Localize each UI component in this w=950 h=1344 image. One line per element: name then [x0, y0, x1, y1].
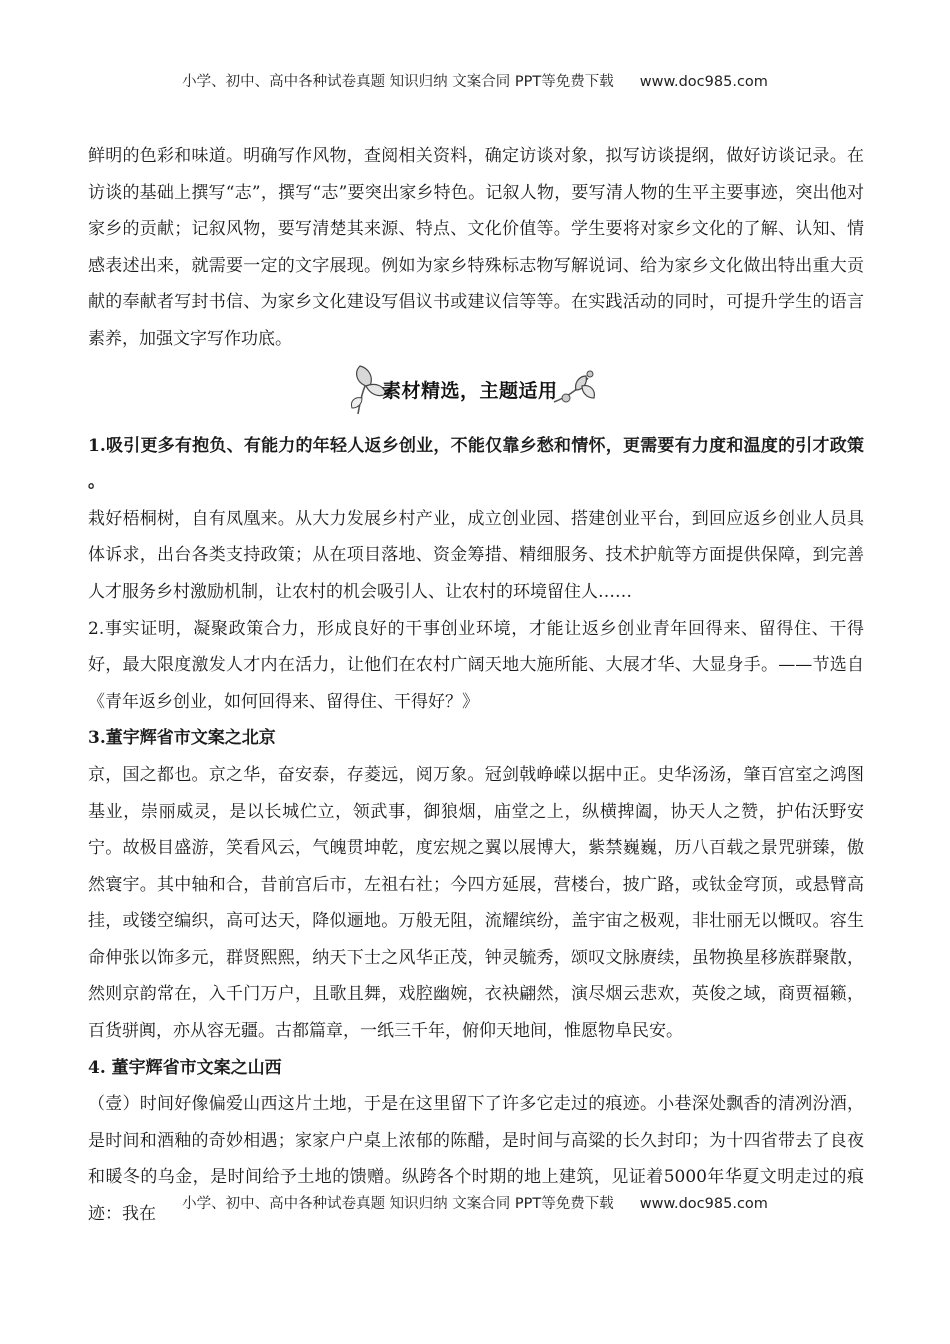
- page-header: [0, 70, 950, 91]
- item-3-body: 京，国之都也。京之华，奋安泰，存菱远，阅万象。冠剑戟峥嵘以据中正。史华汤汤，肇百宫室之鸿图基业，崇丽威灵，是以长城伫立，领武事，御狼烟，庙堂之上，纵横捭阖，协天人之赞，护佑沃野安宁。故极目盛游，笑看风云，气魄贯坤乾，度宏规之翼以展博大，紫禁巍巍，历八百载之景咒骈臻，傲然寰宇。其中轴和合，昔前宫后市，左祖右社；今四方延展，营楼台，披广路，或钛金穹顶，或悬臂高挂，或镂空编织，高可达天，降似逦地。万般无阻，流耀缤纷，盖宇宙之极观，非壮丽无以慨叹。容生命伸张以饰多元，群贤熙熙，纳天下士之风华正茂，钟灵毓秀，颂叹文脉赓续，虽物换星移族群聚散，然则京韵常在，入千门万户，且歌且舞，戏腔幽婉，衣袂翩然，演尽烟云悲欢，英俊之域，商贾福籁，百货骈阗，亦从容无疆。古都篇章，一纸三千年，俯仰天地间，惟愿物阜民安。: [88, 764, 864, 1042]
- section-banner: [88, 358, 864, 428]
- item-2-body: 2.事实证明，凝聚政策合力，形成良好的干事创业环境，才能让返乡创业青年回得来、留得住、干得好，最大限度激发人才内在活力，让他们在农村广阔天地大施所能、大展才华、大显身手。——节选自《青年返乡创业，如何回得来、留得住、干得好？》: [88, 618, 864, 712]
- item-3-title: 3.董宇辉省市文案之北京: [88, 728, 276, 749]
- footer-text: 小学、初中、高中各种试卷真题 知识归纳 文案合同 PPT等免费下载: [182, 1196, 614, 1212]
- intro-paragraph: 鲜明的色彩和味道。明确写作风物，查阅相关资料，确定访谈对象，拟写访谈提纲，做好访谈记录。在访谈的基础上撰写“志”，撰写“志”要突出家乡特色。记叙人物，要写清人物的生平主要事迹，突出他对家乡的贡献；记叙风物，要写清楚其来源、特点、文化价值等。学生要将对家乡文化的了解、认知、情感表述出来，就需要一定的文字展现。例如为家乡特殊标志物写解说词、给为家乡文化做出特出重大贡献的奉献者写封书信、为家乡文化建设写倡议书或建议信等等。在实践活动的同时，可提升学生的语言素养，加强文字写作功底。: [88, 146, 864, 349]
- item-1-body: 栽好梧桐树，自有凤凰来。从大力发展乡村产业，成立创业园、搭建创业平台，到回应返乡创业人员具体诉求，出台各类支持政策；从在项目落地、资金筹措、精细服务、技术护航等方面提供保障，到完善人才服务乡村激励机制，让农村的机会吸引人、让农村的环境留住人……: [88, 508, 864, 602]
- header-site: www.doc985.com: [639, 74, 768, 90]
- footer-site: www.doc985.com: [639, 1196, 768, 1212]
- item-4-title: 4. 董宇辉省市文案之山西: [88, 1057, 282, 1078]
- item-4-body: （壹）时间好像偏爱山西这片土地，于是在这里留下了许多它走过的痕迹。小巷深处飘香的清冽汾酒，是时间和酒釉的奇妙相遇；家家户户桌上浓郁的陈醋，是时间与高粱的长久封印；为十四省带去了良夜和暖冬的乌金，是时间给予土地的馈赠。纵跨各个时期的地上建筑，见证着5000年华夏文明走过的痕迹：我在: [88, 1094, 864, 1225]
- item-1-title: 1.吸引更多有抱负、有能力的年轻人返乡创业，不能仅靠乡愁和情怀，更需要有力度和温度的引才政策 。: [88, 435, 864, 493]
- document-body: [88, 138, 864, 1233]
- page-footer: [0, 1192, 950, 1213]
- header-text: 小学、初中、高中各种试卷真题 知识归纳 文案合同 PPT等免费下载: [182, 74, 614, 90]
- flower-icon: [552, 368, 598, 408]
- banner-title: 素材精选，主题适用: [382, 379, 558, 402]
